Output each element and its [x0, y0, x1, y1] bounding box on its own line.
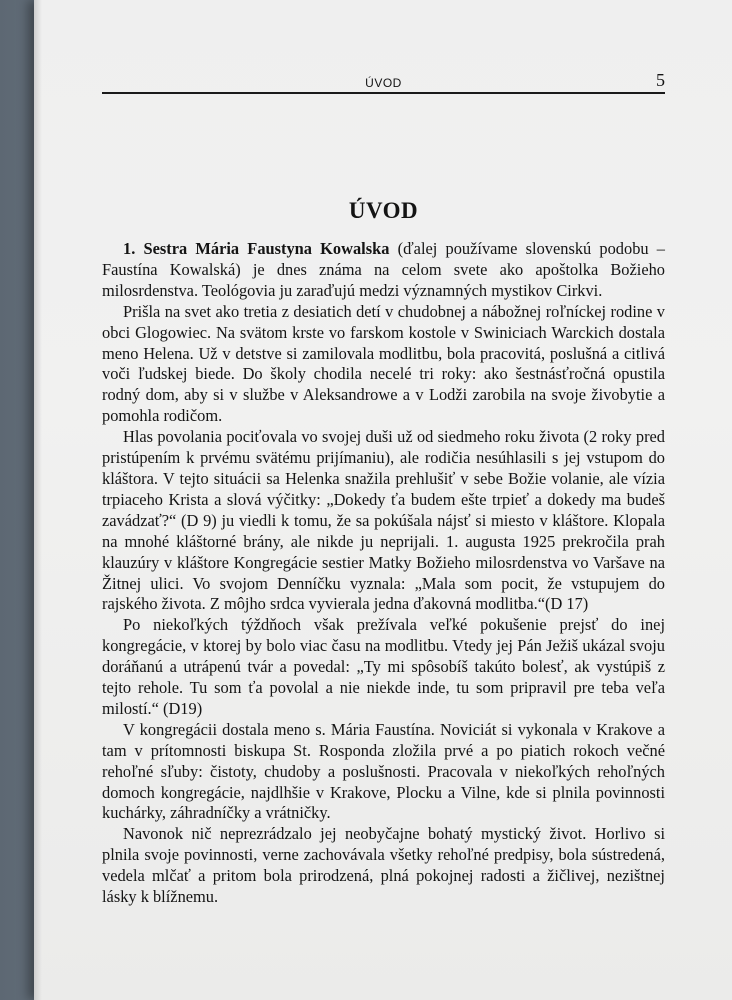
paragraph-2: Prišla na svet ako tretia z desiatich detí v chudobnej a nábožnej roľníckej rodine v obci Glogowiec. Na svätom krste vo farskom kostole v Swiniciach Warckich dostala meno Helena. Už v detstve si zamilovala modlitbu, bola pracovitá, poslušná a citlivá voči ľudskej biede. Do školy chodila necelé tri roky: ako šestnásťročná opustila rodný dom, aby si v službe v Aleksandrowe a v Lodži zarobila na svoje živobytie a pomohla rodičom. [102, 301, 665, 426]
paragraph-1-text: (ďalej používame slovenskú podobu – Faustína Kowalská) je dnes známa na celom svete ako apoštolka Božieho milosrdenstva. Teológovia ju zaraďujú medzi významných mystikov Cirkvi. [102, 239, 665, 300]
running-header [102, 70, 665, 94]
paragraph-4: Po niekoľkých týždňoch však prežívala veľké pokušenie prejsť do inej kongregácie, v ktorej by bolo viac času na modlitbu. Vtedy jej Pán Ježiš ukázal svoju doráňanú a utrápenú tvár a povedal: „Ty mi spôsobíš takúto bolesť, ak vystúpiš z tejto rehole. Tu som ťa povolal a nie niekde inde, tu som pripravil pre teba veľa milostí.“ (D19) [102, 615, 665, 718]
paragraph-5: V kongregácii dostala meno s. Mária Faustína. Noviciát si vykonala v Krakove a tam v prítomnosti biskupa St. Rosponda zložila prvé a po piatich rokoch večné rehoľné sľuby: čistoty, chudoby a poslušnosti. Pracovala v niekoľkých rehoľných domoch kongregácie, najdlhšie v Krakove, Plocku a Vilne, kde si plnila povinnosti kuchárky, záhradníčky a vrátničky. [102, 719, 665, 823]
paragraph-6: Navonok nič neprezrádzalo jej neobyčajne bohatý mystický život. Horlivo si plnila svoje povinnosti, verne zachovávala všetky rehoľné predpisy, bola sústredená, vedela mlčať a pritom bola prirodzená, plná pokojnej radosti a žičlivej, nezištnej lásky k blížnemu. [102, 824, 665, 907]
paragraph-3: Hlas povolania pociťovala vo svojej duši už od siedmeho roku života (2 roky pred pristúpením k prvému svätému prijímaniu), ale rodičia nesúhlasili s jej vstupom do kláštora. V tejto situácii sa Helenka snažila prehlušiť v sebe Božie volanie, ale vízia trpiaceho Krista a slová výčitky: „Dokedy ťa budem ešte trpieť a dokedy ma budeš zavádzať?“ (D 9) ju viedli k tomu, že sa pokúšala nájsť si miesto v kláštore. Klopala na mnohé kláštorné brány, ale nikde ju neprijali. 1. augusta 1925 prekročila prah klauzúry v kláštore Kongregácie sestier Matky Božieho milosrdenstva vo Varšave na Žitnej ulici. Vo svojom Denníčku vyznala: „Mala som pocit, že vstupujem do rajského života. Z môjho srdca vyvierala jedna ďakovná modlitba.“(D 17) [102, 427, 665, 614]
page-number: 5 [656, 70, 665, 90]
body-text [102, 239, 665, 908]
book-page [34, 0, 732, 1000]
chapter-title: ÚVOD [348, 198, 419, 223]
page-gutter-shadow [34, 0, 42, 1000]
paragraph-1-lead: 1. Sestra Mária Faustyna Kowalska [123, 239, 390, 258]
running-header-title: ÚVOD [365, 76, 402, 90]
paragraph-1 [102, 239, 665, 302]
